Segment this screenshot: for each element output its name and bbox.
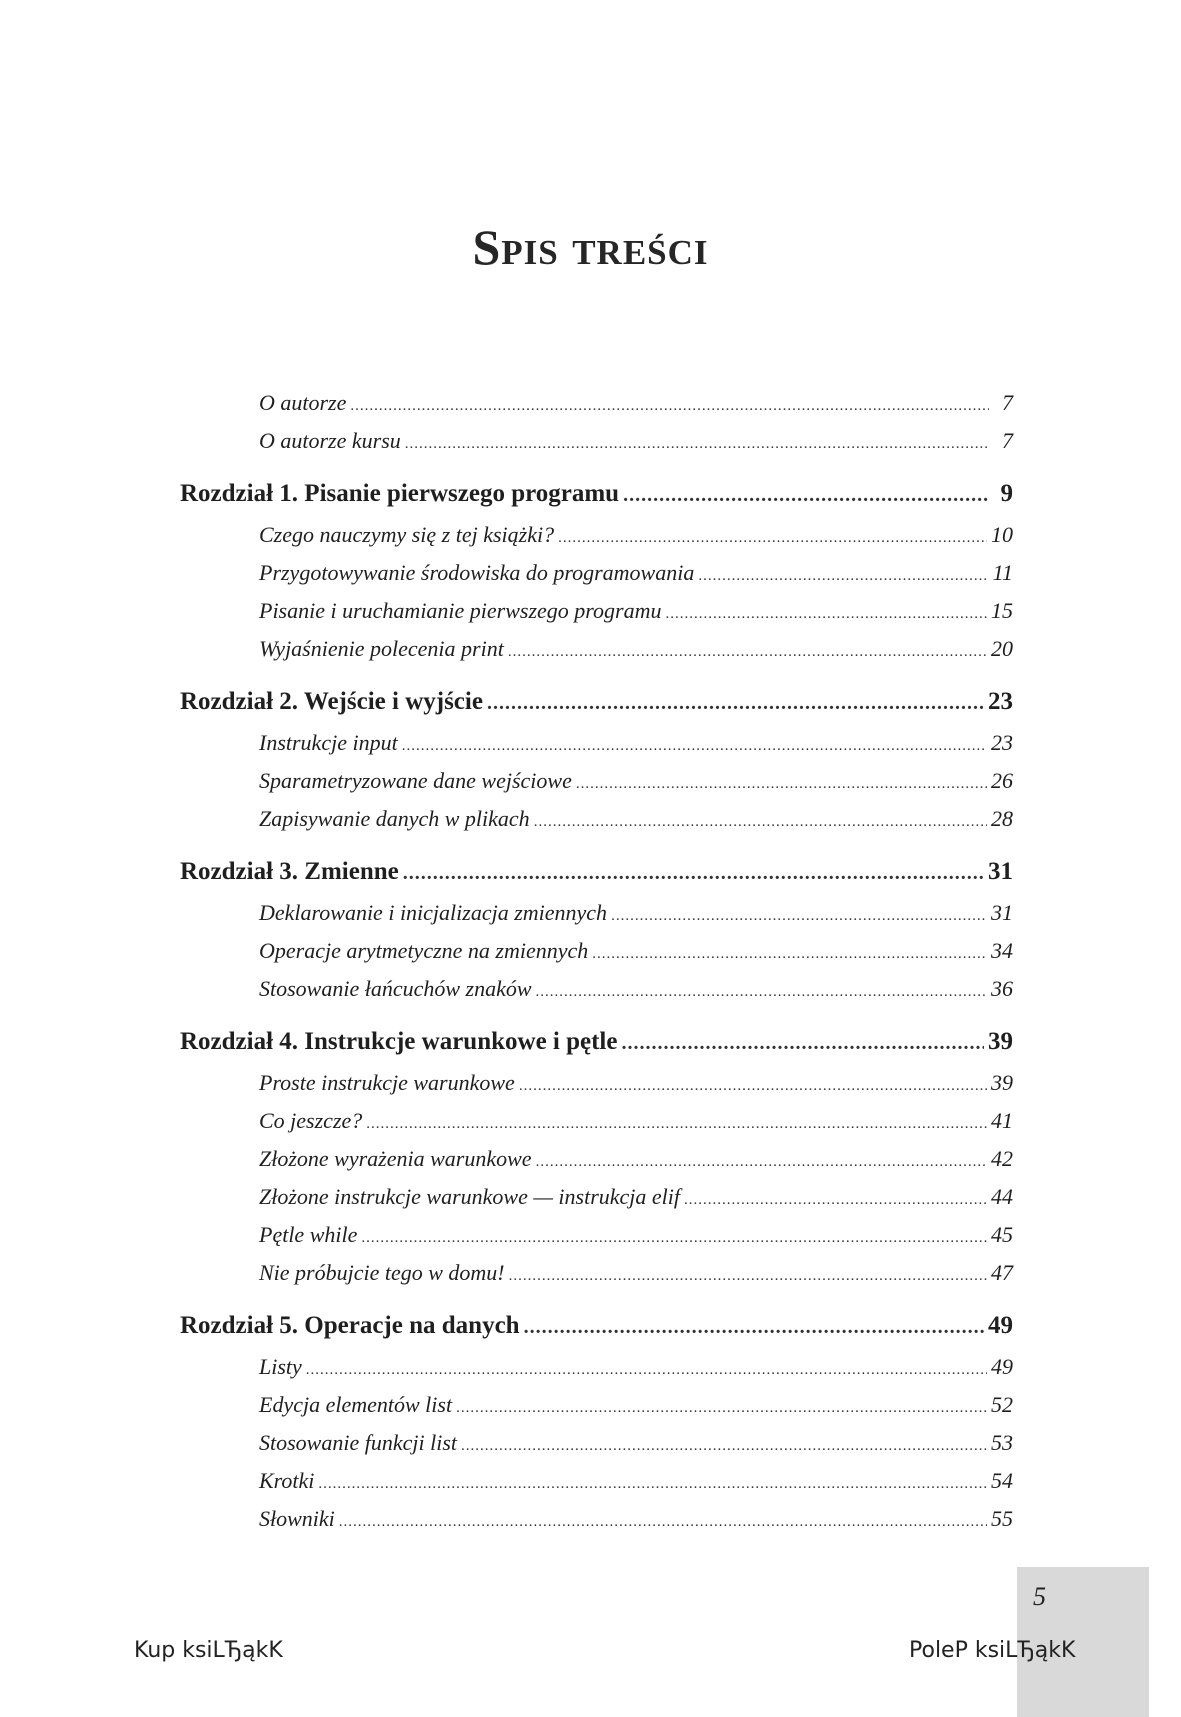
toc-section-entry[interactable] (180, 1064, 1013, 1102)
toc-entry-page: 49 (991, 1354, 1013, 1379)
dot-leader (350, 387, 989, 425)
toc-entry-label: Stosowanie funkcji list (259, 1430, 457, 1455)
dot-leader (487, 681, 984, 725)
toc-entry-label: Krotki (259, 1468, 315, 1493)
toc-entry-label: Nie próbujcie tego w domu! (259, 1260, 505, 1285)
toc-entry-page: 42 (991, 1146, 1013, 1171)
dot-leader (306, 1351, 987, 1389)
toc-entry-page: 36 (991, 976, 1013, 1001)
toc-entry-label: Rozdział 1. Pisanie pierwszego programu (180, 480, 620, 507)
toc-entry-label: Instrukcje input (259, 730, 398, 755)
toc-section-entry[interactable] (180, 932, 1013, 970)
toc-section-entry[interactable] (180, 384, 1013, 422)
toc-entry-page: 44 (991, 1184, 1013, 1209)
toc-entry-label: O autorze (259, 390, 347, 415)
toc-section-entry[interactable] (180, 1140, 1013, 1178)
toc-entry-page: 55 (991, 1506, 1013, 1531)
table-of-contents (180, 384, 1013, 1538)
toc-section-entry[interactable] (180, 1424, 1013, 1462)
toc-section-entry[interactable] (180, 970, 1013, 1008)
dot-leader (536, 1143, 987, 1181)
dot-leader (684, 1181, 987, 1219)
toc-entry-label: Zapisywanie danych w plikach (259, 806, 530, 831)
toc-entry-label: Wyjaśnienie polecenia print (259, 636, 504, 661)
toc-entry-page: 15 (991, 598, 1013, 623)
dot-leader (576, 765, 987, 803)
toc-entry-label: Listy (259, 1354, 302, 1379)
toc-entry-label: Sparametryzowane dane wejściowe (259, 768, 572, 793)
dot-leader (318, 1465, 987, 1503)
toc-chapter-entry[interactable] (180, 680, 1013, 724)
toc-section-entry[interactable] (180, 554, 1013, 592)
dot-leader (558, 519, 987, 557)
dot-leader (666, 595, 988, 633)
toc-entry-page: 39 (991, 1070, 1013, 1095)
dot-leader (508, 633, 987, 671)
toc-entry-label: Rozdział 3. Zmienne (180, 858, 399, 885)
dot-leader (509, 1257, 987, 1295)
dot-leader (592, 935, 987, 973)
toc-entry-page: 47 (991, 1260, 1013, 1285)
toc-section-entry[interactable] (180, 1462, 1013, 1500)
toc-entry-page: 26 (991, 768, 1013, 793)
toc-section-entry[interactable] (180, 1178, 1013, 1216)
toc-entry-label: O autorze kursu (259, 428, 401, 453)
dot-leader (611, 897, 987, 935)
dot-leader (536, 973, 987, 1011)
toc-chapter-entry[interactable] (180, 472, 1013, 516)
page-title: Spis treści (472, 219, 709, 275)
toc-entry-page: 20 (991, 636, 1013, 661)
toc-entry-label: Rozdział 2. Wejście i wyjście (180, 688, 483, 715)
buy-book-link[interactable]: Kup ksiLЂąkK (134, 1638, 283, 1663)
toc-section-entry[interactable] (180, 1102, 1013, 1140)
toc-section-entry[interactable] (180, 422, 1013, 460)
toc-entry-page: 54 (991, 1468, 1013, 1493)
toc-entry-page: 49 (988, 1312, 1013, 1339)
dot-leader (621, 1021, 984, 1065)
toc-section-entry[interactable] (180, 894, 1013, 932)
toc-entry-label: Stosowanie łańcuchów znaków (259, 976, 532, 1001)
toc-entry-label: Pisanie i uruchamianie pierwszego programu (259, 598, 662, 623)
dot-leader (405, 425, 989, 463)
toc-entry-label: Złożone wyrażenia warunkowe (259, 1146, 532, 1171)
toc-entry-label: Deklarowanie i inicjalizacja zmiennych (259, 900, 608, 925)
toc-entry-page: 7 (1002, 428, 1013, 453)
toc-entry-label: Pętle while (259, 1222, 358, 1247)
toc-entry-page: 11 (992, 560, 1013, 585)
toc-entry-page: 28 (991, 806, 1013, 831)
toc-entry-page: 31 (988, 858, 1013, 885)
page-number: 5 (1033, 1582, 1046, 1611)
toc-entry-label: Przygotowywanie środowiska do programowania (259, 560, 695, 585)
dot-leader (402, 727, 987, 765)
toc-entry-label: Proste instrukcje warunkowe (259, 1070, 515, 1095)
toc-entry-page: 10 (991, 522, 1013, 547)
toc-entry-page: 52 (991, 1392, 1013, 1417)
dot-leader (698, 557, 988, 595)
dot-leader (366, 1105, 987, 1143)
toc-entry-page: 34 (991, 938, 1013, 963)
dot-leader (339, 1503, 987, 1541)
toc-entry-label: Słowniki (259, 1506, 335, 1531)
dot-leader (403, 851, 984, 895)
dot-leader (524, 1305, 984, 1349)
dot-leader (461, 1427, 987, 1465)
dot-leader (361, 1219, 987, 1257)
toc-section-entry[interactable] (180, 1216, 1013, 1254)
toc-entry-label: Operacje arytmetyczne na zmiennych (259, 938, 589, 963)
toc-entry-label: Edycja elementów list (259, 1392, 453, 1417)
toc-entry-page: 31 (991, 900, 1013, 925)
toc-section-entry[interactable] (180, 630, 1013, 668)
toc-section-entry[interactable] (180, 1386, 1013, 1424)
toc-entry-page: 41 (991, 1108, 1013, 1133)
dot-leader (456, 1389, 987, 1427)
toc-entry-label: Złożone instrukcje warunkowe — instrukcja elif (259, 1184, 681, 1209)
toc-entry-page: 9 (1000, 480, 1013, 507)
toc-entry-page: 45 (991, 1222, 1013, 1247)
toc-entry-page: 23 (991, 730, 1013, 755)
toc-entry-label: Co jeszcze? (259, 1108, 363, 1133)
dot-leader (519, 1067, 987, 1105)
toc-entry-label: Rozdział 5. Operacje na danych (180, 1312, 520, 1339)
toc-section-entry[interactable] (180, 724, 1013, 762)
toc-section-entry[interactable] (180, 1348, 1013, 1386)
toc-section-entry[interactable] (180, 1254, 1013, 1292)
toc-section-entry[interactable] (180, 762, 1013, 800)
toc-entry-page: 23 (988, 688, 1013, 715)
toc-section-entry[interactable] (180, 516, 1013, 554)
toc-section-entry[interactable] (180, 1500, 1013, 1538)
toc-entry-page: 7 (1002, 390, 1013, 415)
toc-entry-label: Rozdział 4. Instrukcje warunkowe i pętle (180, 1028, 618, 1055)
recommend-book-link[interactable]: PoleP ksiLЂąkK (909, 1638, 1076, 1663)
toc-entry-label: Czego nauczymy się z tej książki? (259, 522, 555, 547)
toc-chapter-entry[interactable] (180, 1304, 1013, 1348)
toc-section-entry[interactable] (180, 800, 1013, 838)
toc-entry-page: 53 (991, 1430, 1013, 1455)
toc-chapter-entry[interactable] (180, 1020, 1013, 1064)
dot-leader (534, 803, 987, 841)
dot-leader (623, 473, 989, 517)
toc-entry-page: 39 (988, 1028, 1013, 1055)
toc-section-entry[interactable] (180, 592, 1013, 630)
toc-chapter-entry[interactable] (180, 850, 1013, 894)
